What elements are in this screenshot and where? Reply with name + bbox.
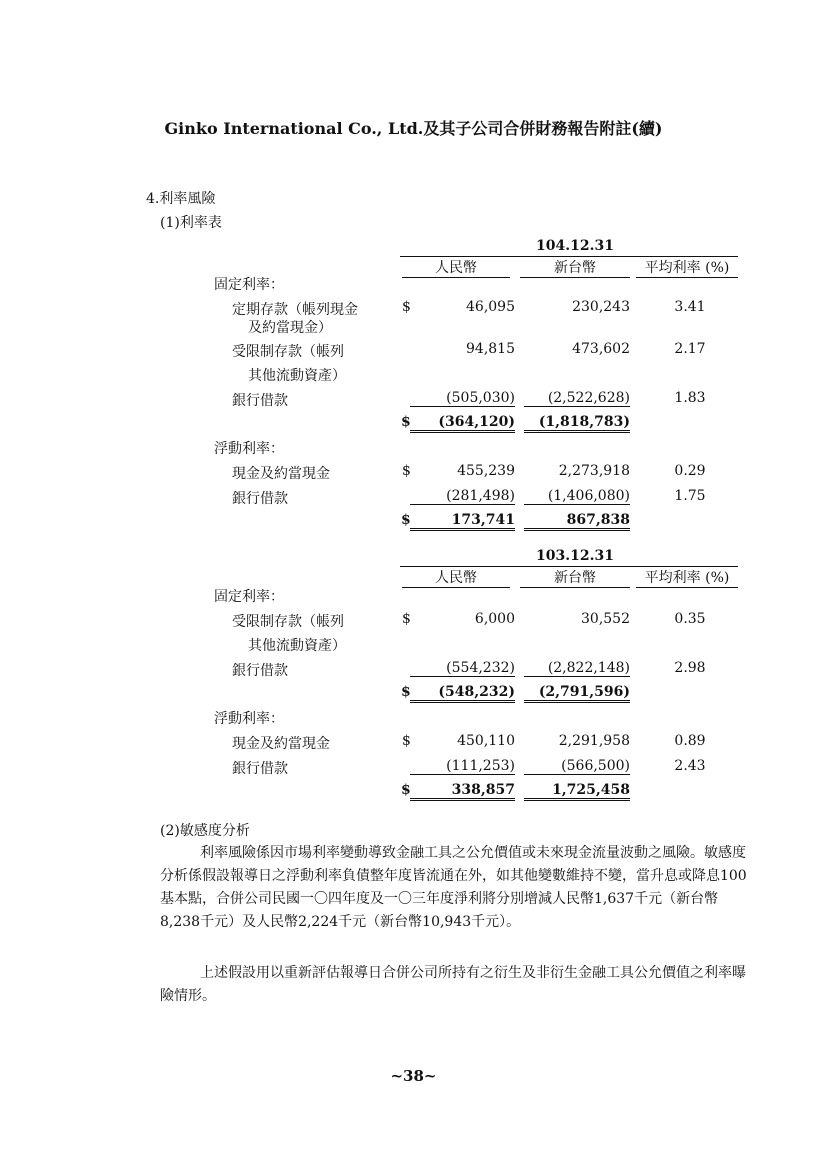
cell-rmb: 450,110	[457, 733, 515, 749]
assumption-paragraph: 上述假設用以重新評估報導日合併公司所持有之衍生及非衍生金融工具公允價值之利率曝險情形。	[160, 965, 746, 1004]
currency-sign: $	[401, 512, 411, 528]
floating-total-rmb: 338,857	[410, 782, 515, 801]
cell-rmb: (505,030)	[410, 390, 515, 407]
page-title: Ginko International Co., Ltd.及其子公司合併財務報告附註(續)	[164, 119, 663, 138]
fixed-rate-label: 固定利率：	[214, 277, 284, 293]
cell-ntd: 230,243	[572, 299, 630, 315]
cell-rate: 0.89	[674, 733, 706, 749]
cell-ntd: (1,406,080)	[524, 488, 630, 505]
cell-ntd: (2,522,628)	[524, 390, 630, 407]
currency-sign: $	[402, 611, 411, 627]
cell-rate: 3.41	[674, 299, 706, 315]
row-label: 銀行借款	[232, 393, 288, 409]
floating-rate-label: 浮動利率：	[214, 711, 284, 727]
cell-rmb: 46,095	[466, 299, 515, 315]
cell-ntd: (2,822,148)	[524, 660, 630, 677]
row-label: 其他流動資產）	[248, 368, 346, 384]
currency-sign: $	[401, 414, 411, 430]
page-number: ~38~	[390, 1067, 437, 1085]
fixed-total-rmb: (548,232)	[410, 684, 515, 703]
cell-rmb: 455,239	[457, 463, 515, 479]
floating-rate-label: 浮動利率：	[214, 441, 284, 457]
floating-total-rmb: 173,741	[410, 512, 515, 531]
cell-rmb: (554,232)	[410, 660, 515, 677]
floating-total-ntd: 867,838	[524, 512, 630, 531]
row-label: 銀行借款	[232, 761, 288, 777]
subsection-rate-table: (1)利率表	[160, 215, 222, 231]
cell-rate: 1.83	[674, 390, 706, 406]
fixed-rate-label: 固定利率：	[214, 589, 284, 605]
cell-ntd: 473,602	[572, 341, 630, 357]
section-heading: 4.利率風險	[146, 191, 216, 207]
col-header-ntd: 新台幣	[520, 567, 630, 588]
fixed-total-ntd: (1,818,783)	[524, 414, 630, 433]
row-label: 受限制存款（帳列	[232, 344, 344, 360]
currency-sign: $	[402, 299, 411, 315]
sensitivity-paragraph: 利率風險係因市場利率變動導致金融工具之公允價值或未來現金流量波動之風險。敏感度分析係假設報導日之浮動利率負債整年度皆流通在外，如其他變數維持不變，當升息或降息100基本點，合併公司民國一〇四年度及一〇三年度淨利將分別增減人民幣1,637千元（新台幣8,238千元）及人民幣2,224千元（新台幣10,943千元）。	[160, 845, 747, 930]
currency-sign: $	[401, 684, 411, 700]
cell-rate: 1.75	[674, 488, 706, 504]
cell-rmb: 6,000	[474, 611, 515, 627]
col-header-rmb: 人民幣	[402, 257, 510, 278]
cell-ntd: 2,273,918	[558, 463, 630, 479]
cell-rate: 0.35	[674, 611, 706, 627]
currency-sign: $	[402, 463, 411, 479]
cell-rmb: 94,815	[466, 341, 515, 357]
period-label: 103.12.31	[536, 548, 614, 564]
subsection-sensitivity: (2)敏感度分析	[160, 823, 250, 839]
cell-ntd: 2,291,958	[558, 733, 630, 749]
cell-rate: 2.17	[674, 341, 706, 357]
period-label: 104.12.31	[536, 238, 614, 254]
cell-ntd: (566,500)	[524, 758, 630, 775]
floating-total-ntd: 1,725,458	[524, 782, 630, 801]
currency-sign: $	[401, 782, 411, 798]
cell-ntd: 30,552	[581, 611, 630, 627]
fixed-total-rmb: (364,120)	[410, 414, 515, 433]
fixed-total-ntd: (2,791,596)	[524, 684, 630, 703]
row-label: 銀行借款	[232, 663, 288, 679]
cell-rate: 2.98	[674, 660, 706, 676]
currency-sign: $	[402, 733, 411, 749]
row-label: 現金及約當現金	[232, 466, 330, 482]
cell-rate: 2.43	[674, 758, 706, 774]
cell-rate: 0.29	[674, 463, 706, 479]
row-label: 定期存款（帳列現金	[232, 302, 358, 318]
row-label: 其他流動資產）	[248, 638, 346, 654]
row-label: 及約當現金）	[248, 320, 332, 336]
row-label: 銀行借款	[232, 491, 288, 507]
cell-rmb: (281,498)	[410, 488, 515, 505]
col-header-rate: 平均利率 (%)	[636, 567, 738, 588]
col-header-ntd: 新台幣	[520, 257, 630, 278]
cell-rmb: (111,253)	[410, 758, 515, 775]
row-label: 受限制存款（帳列	[232, 614, 344, 630]
row-label: 現金及約當現金	[232, 736, 330, 752]
col-header-rate: 平均利率 (%)	[636, 257, 738, 278]
col-header-rmb: 人民幣	[402, 567, 510, 588]
